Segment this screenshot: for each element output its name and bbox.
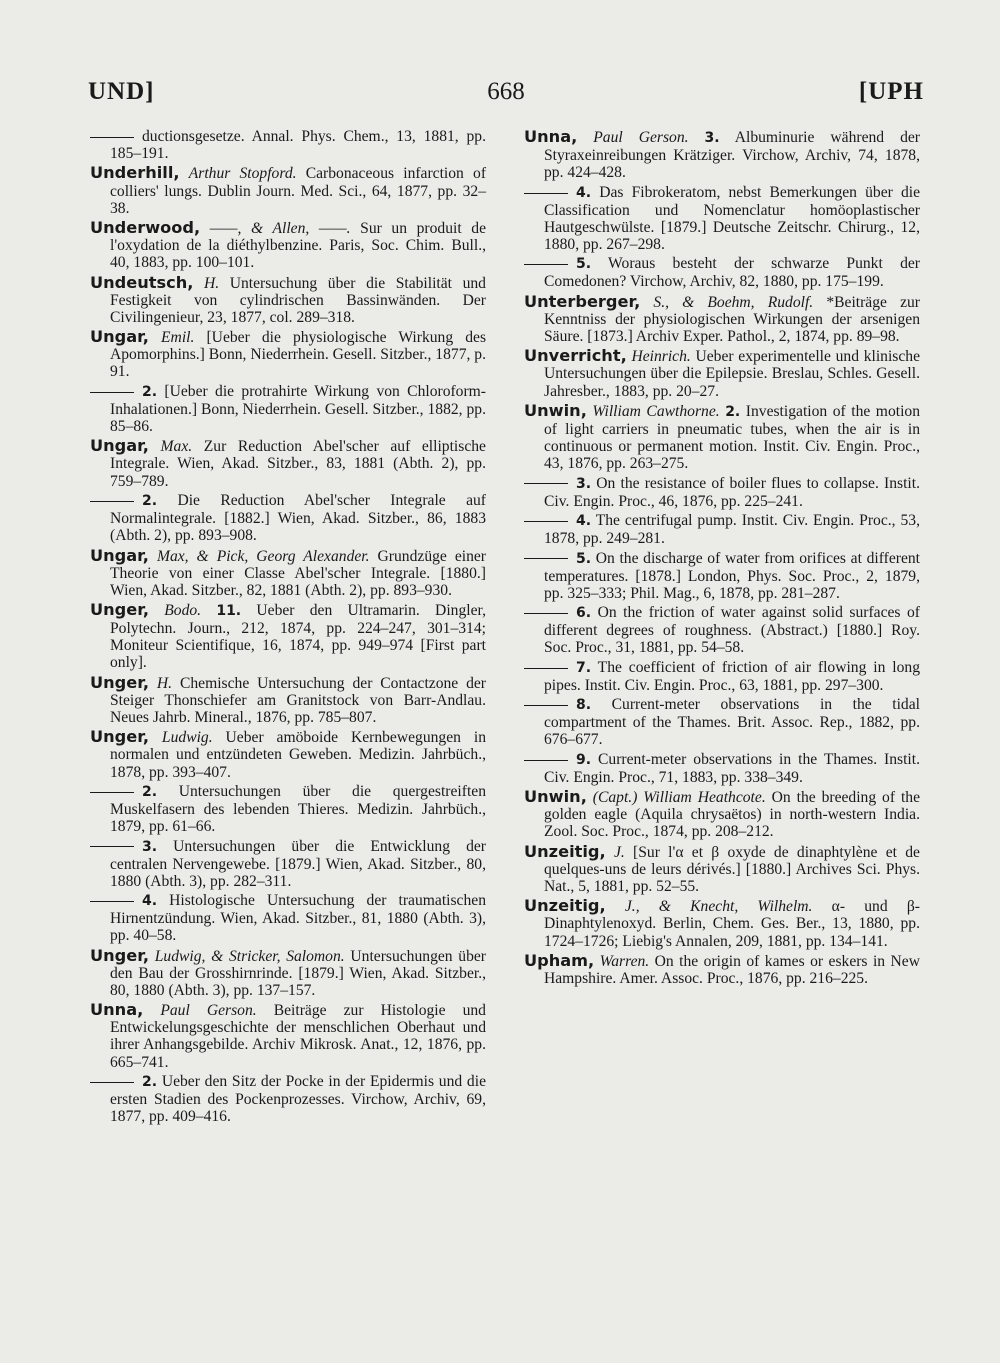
author-given-name: Warren. xyxy=(599,952,650,970)
bibliography-entry xyxy=(524,550,920,602)
entry-citation: [Ueber die physiologische Wirkung des Apomorphins.] Bonn, Niederrhein. Gesell. Sitzber., 1877, p. 91. xyxy=(110,329,487,381)
author-surname: Unverricht, xyxy=(524,346,627,366)
entry-citation: Beiträge zur Histologie und Entwickelungsgeschichte der menschlichen Oberhaut und ihrer Anhangsgebilde. Archiv Mikrosk. Anat., 12, 1876, pp. 665–741. xyxy=(110,1002,486,1071)
bibliography-entry xyxy=(524,255,920,290)
entry-citation: Investigation of the motion of light carriers in pneumatic tubes, when the air is in continuous or permanent motion. Instit. Civ. Engin. Proc., 43, 1876, pp. 263–275. xyxy=(544,402,920,473)
ditto-dash xyxy=(524,613,568,614)
author-surname: Undeutsch, xyxy=(90,272,194,292)
entry-citation: On the resistance of boiler flues to collapse. Instit. Civ. Engin. Proc., 46, 1876, pp. 225–241. xyxy=(544,474,920,510)
bibliography-entry xyxy=(90,219,486,271)
bibliography-entry xyxy=(90,892,486,944)
ditto-dash xyxy=(90,901,134,902)
entry-citation: Chemische Untersuchung der Contactzone der Steiger Thonschiefer am Granitstock von Barr-Andlau. Neues Jahrb. Mineral., 1876, pp. 785–807. xyxy=(110,674,487,726)
ditto-dash xyxy=(524,558,568,559)
bibliography-entry xyxy=(90,728,486,780)
author-surname: Unger, xyxy=(90,600,149,620)
bibliography-entry xyxy=(90,947,486,999)
page-number: 668 xyxy=(487,78,525,105)
ditto-dash xyxy=(524,483,568,484)
entry-number: 3. xyxy=(142,838,158,855)
entry-number: 5. xyxy=(576,256,592,273)
entry-citation: Woraus besteht der schwarze Punkt der Comedonen? Virchow, Archiv, 82, 1880, pp. 175–199. xyxy=(544,255,920,291)
entry-number: 3. xyxy=(576,475,592,492)
entry-citation: α- und β-Dinaphtylenoxyd. Berlin, Chem. Ges. Ber., 13, 1880, pp. 1724–1726; Liebig's Annalen, 209, 1881, pp. 134–141. xyxy=(544,898,920,950)
entry-citation: Sur un produit de l'oxydation de la diéthylbenzine. Paris, Soc. Chim. Bull., 40, 1883, pp. 100–101. xyxy=(110,220,487,272)
entry-number: 2. xyxy=(142,383,158,400)
entry-citation: Carbonaceous infarction of colliers' lungs. Dublin Journ. Med. Sci., 64, 1877, pp. 32–38. xyxy=(110,165,487,217)
author-given-name: J., & Knecht, Wilhelm. xyxy=(624,898,813,916)
author-surname: Unwin, xyxy=(524,787,587,807)
author-given-name: H. xyxy=(203,274,220,292)
bibliography-entry xyxy=(524,751,920,786)
entry-number: 6. xyxy=(576,605,592,622)
author-given-name: Heinrich. xyxy=(631,348,691,366)
author-given-name: Bodo. xyxy=(164,602,202,620)
ditto-dash xyxy=(90,392,134,393)
entry-number: 2. xyxy=(142,492,158,509)
entry-number: 5. xyxy=(576,550,592,567)
bibliography-entry xyxy=(90,437,486,489)
entry-citation: Die Reduction Abel'scher Integrale auf Normalintegrale. [1882.] Wien, Akad. Sitzber., 86, 1883 (Abth. 2), pp. 893–908. xyxy=(110,491,486,545)
author-surname: Unna, xyxy=(524,127,578,146)
bibliography-entry xyxy=(524,604,920,656)
entry-citation: Current-meter observations in the tidal compartment of the Thames. Brit. Assoc. Rep., 1882, pp. 676–677. xyxy=(544,696,920,749)
entry-citation: Ueber den Sitz der Pocke in der Epidermis und die ersten Stadien des Pockenprozesses. Virchow, Archiv, 69, 1877, pp. 409–416. xyxy=(110,1072,486,1126)
entry-number: 2. xyxy=(725,403,741,420)
bibliography-entry xyxy=(524,184,920,253)
bibliography-entry xyxy=(524,843,920,895)
author-given-name: Ludwig. xyxy=(161,729,213,747)
bibliography-entry xyxy=(524,788,920,840)
entry-citation: Ueber experimentelle und klinische Untersuchungen über die Epilepsie. Breslau, Schles. Gesell. Jahresber., 1883, pp. 20–27. xyxy=(544,348,920,400)
entry-citation: Untersuchungen über die Entwicklung der centralen Nervengewebe. [1879.] Wien, Akad. Sitzber., 80, 1880 (Abth. 3), pp. 282–311. xyxy=(110,837,486,890)
entry-citation: Ueber amöboide Kernbewegungen in normalen und entzündeten Geweben. Medizin. Jahrbüch., 1878, pp. 393–407. xyxy=(110,729,486,781)
author-surname: Ungar, xyxy=(90,545,149,565)
entry-citation: On the discharge of water from orifices at different temperatures. [1878.] London, Phys. Soc. Proc., 2, 1879, pp. 325–333; Phil. Mag., 6, 1878, pp. 281–287. xyxy=(544,549,920,602)
entry-number: 4. xyxy=(576,184,592,201)
bibliography-entry xyxy=(524,512,920,547)
entry-citation: Zur Reduction Abel'scher auf elliptische Integrale. Wien, Akad. Sitzber., 83, 1881 (Abth. 2), pp. 759–789. xyxy=(110,438,486,490)
ditto-dash xyxy=(524,705,568,706)
entry-citation: On the breeding of the golden eagle (Aquila chrysaëtos) in north-western India. Zool. Soc. Proc., 1874, pp. 208–212. xyxy=(544,789,920,841)
entry-citation: The centrifugal pump. Instit. Civ. Engin. Proc., 53, 1878, pp. 249–281. xyxy=(544,512,920,548)
entry-citation: Grundzüge einer Theorie von einer Classe Abel'scher Integrale. [1880.] Wien, Akad. Sitzber., 82, 1881 (Abth. 2), pp. 893–930. xyxy=(110,547,486,599)
entry-citation: The coefficient of friction of air flowing in long pipes. Instit. Civ. Engin. Proc., 63, 1881, pp. 297–300. xyxy=(544,658,921,694)
entry-citation: Untersuchungen über die quergestreiften Muskelfasern des lebenden Thieres. Medizin. Jahrbüch., 1879, pp. 61–66. xyxy=(110,782,486,836)
bibliography-entry xyxy=(524,475,920,510)
entry-number: 3. xyxy=(704,130,720,146)
author-surname: Ungar, xyxy=(90,436,149,456)
entry-number: 4. xyxy=(142,893,158,910)
entry-citation: *Beiträge zur Kenntniss der physiologischen Wirkungen der arsenigen Säure. [1873.] Archiv Exper. Pathol., 2, 1874, pp. 89–98. xyxy=(544,293,920,345)
author-given-name: S., & Boehm, Rudolf. xyxy=(653,293,814,311)
bibliography-entry xyxy=(524,659,920,694)
entry-number: 9. xyxy=(576,751,592,768)
ditto-dash xyxy=(524,264,568,265)
author-surname: Unzeitig, xyxy=(524,896,606,916)
entry-number: 2. xyxy=(142,1073,158,1090)
bibliography-entry xyxy=(90,383,486,435)
bibliography-entry xyxy=(524,696,920,748)
bibliography-entry xyxy=(90,1073,486,1125)
ditto-dash xyxy=(90,846,134,847)
author-given-name: (Capt.) William Heathcote. xyxy=(592,789,766,807)
author-surname: Underwood, xyxy=(90,218,201,238)
bibliography-entry xyxy=(524,128,920,181)
author-surname: Unzeitig, xyxy=(524,841,606,861)
entry-citation: Untersuchung über die Stabilität und Festigkeit von cylindrischen Bassinwänden. Der Civilingenieur, 23, 1877, col. 289–318. xyxy=(110,274,486,326)
bibliography-entry xyxy=(524,293,920,345)
entry-citation: Ueber den Ultramarin. Dingler, Polytechn. Journ., 212, 1874, pp. 224–247, 301–314; Moniteur Scientifique, 16, 1874, pp. 949–974 [First part only]. xyxy=(110,602,486,672)
ditto-dash xyxy=(90,501,134,502)
bibliography-entry xyxy=(524,347,920,399)
ditto-dash xyxy=(524,193,568,194)
entry-citation: ductionsgesetze. Annal. Phys. Chem., 13, 1881, pp. 185–191. xyxy=(110,128,486,163)
bibliography-entry xyxy=(90,838,486,890)
bibliography-entry xyxy=(90,492,486,544)
bibliography-entry xyxy=(90,674,486,726)
bibliography-entry xyxy=(90,601,486,671)
bibliography-entry xyxy=(524,952,920,987)
entry-number: 2. xyxy=(142,783,158,800)
left-column xyxy=(90,128,486,1128)
entry-number: 7. xyxy=(576,659,592,676)
author-given-name: Max, & Pick, Georg Alexander. xyxy=(156,547,370,565)
author-surname: Unger, xyxy=(90,945,149,965)
right-column xyxy=(524,128,920,989)
entry-citation: Albuminurie während der Styraxeinreibungen Krätziger. Virchow, Archiv, 74, 1878, pp. 424–428. xyxy=(544,129,921,182)
bibliography-entry xyxy=(90,328,486,380)
author-surname: Unterberger, xyxy=(524,291,641,311)
bibliography-entry xyxy=(524,402,920,472)
bibliography-entry xyxy=(90,783,486,835)
author-surname: Upham, xyxy=(524,950,595,970)
author-surname: Unwin, xyxy=(524,400,587,420)
author-given-name: ——, & Allen, ——. xyxy=(209,220,351,238)
entry-citation: On the friction of water against solid surfaces of different degrees of roughness. (Abstract.) [1880.] Roy. Soc. Proc., 31, 1881, pp. 54–58. xyxy=(544,604,920,657)
entry-citation: Untersuchungen über den Bau der Grosshirnrinde. [1879.] Wien, Akad. Sitzber., 80, 1880 (Abth. 3), pp. 137–157. xyxy=(110,947,487,999)
ditto-dash xyxy=(524,760,568,761)
author-given-name: Paul Gerson. xyxy=(160,1002,257,1020)
ditto-dash xyxy=(524,521,568,522)
author-given-name: Ludwig, & Stricker, Salomon. xyxy=(154,947,345,965)
header-left-range: UND] xyxy=(88,78,155,105)
entry-citation: [Ueber die protrahirte Wirkung von Chloroform-Inhalationen.] Bonn, Niederrhein. Gesell. Sitzber., 1882, pp. 85–86. xyxy=(110,382,486,435)
author-given-name: H. xyxy=(156,674,173,692)
entry-citation: On the origin of kames or eskers in New Hampshire. Amer. Assoc. Proc., 1876, pp. 216–225. xyxy=(544,952,920,988)
entry-number: 4. xyxy=(576,513,592,530)
ditto-dash xyxy=(90,792,134,793)
author-surname: Unger, xyxy=(90,727,149,747)
header-right-range: [UPH xyxy=(858,78,924,105)
entry-number: 11. xyxy=(216,603,242,620)
bibliography-entry xyxy=(90,547,486,599)
entry-citation: Histologische Untersuchung der traumatischen Hirnentzündung. Wien, Akad. Sitzber., 81, 1880 (Abth. 3), pp. 40–58. xyxy=(110,892,486,945)
author-given-name: Emil. xyxy=(161,329,195,347)
entry-citation: Das Fibrokeratom, nebst Bemerkungen über die Classification und Nomenclatur homöoplastischer Hautgeschwülste. [1879.] Deutsche Zeitschr. Chirurg., 12, 1880, pp. 267–298. xyxy=(544,183,920,253)
entry-number: 8. xyxy=(576,697,592,714)
author-surname: Unger, xyxy=(90,672,149,692)
ditto-dash xyxy=(524,668,568,669)
author-surname: Ungar, xyxy=(90,327,149,347)
author-given-name: William Cawthorne. xyxy=(592,402,720,420)
entry-citation: Current-meter observations in the Thames. Instit. Civ. Engin. Proc., 71, 1883, pp. 338–349. xyxy=(544,750,920,786)
bibliography-entry xyxy=(90,128,486,162)
author-given-name: Paul Gerson. xyxy=(593,129,689,146)
bibliography-entry xyxy=(90,164,486,216)
author-given-name: Max. xyxy=(160,438,193,456)
bibliography-entry xyxy=(90,1001,486,1070)
page-header xyxy=(88,78,924,114)
author-given-name: Arthur Stopford. xyxy=(188,165,297,183)
author-surname: Unna, xyxy=(90,1000,144,1020)
ditto-dash xyxy=(90,137,134,138)
entry-citation: [Sur l'α et β oxyde de dinaphtylène et de quelques-uns de leurs dérivés.] [1880.] Archives Sci. Phys. Nat., 5, 1881, pp. 52–55. xyxy=(544,843,920,895)
author-surname: Underhill, xyxy=(90,163,180,183)
ditto-dash xyxy=(90,1082,134,1083)
bibliography-entry xyxy=(90,274,486,326)
bibliography-entry xyxy=(524,897,920,949)
author-given-name: J. xyxy=(613,843,625,861)
